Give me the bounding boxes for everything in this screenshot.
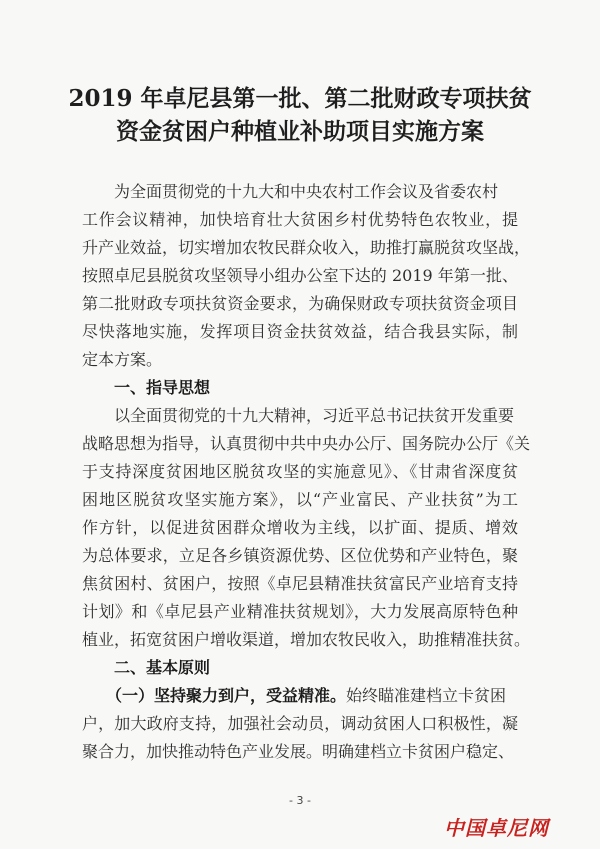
section1-line-5: 作方针，以促进贫困群众增收为主线，以扩面、提质、增效 — [82, 518, 518, 537]
section2-line-2: 户，加大政府支持，加强社会动员，调动贫困人口积极性，凝 — [82, 714, 518, 733]
intro-line-5: 第二批财政专项扶贫资金要求，为确保财政专项扶贫资金项目 — [82, 294, 518, 313]
intro-line-6: 尽快落地实施，发挥项目资金扶贫效益，结合我县实际，制 — [82, 322, 518, 341]
intro-line-2: 工作会议精神，加快培育壮大贫困乡村优势特色农牧业，提 — [82, 210, 518, 229]
intro-line-4: 按照卓尼县脱贫攻坚领导小组办公室下达的 2019 年第一批、 — [82, 266, 518, 285]
section1-line-8: 计划》和《卓尼县产业精准扶贫规划》，大力发展高原特色种 — [82, 602, 518, 621]
section2-line-3: 聚合力，加快推动特色产业发展。明确建档立卡贫困户稳定、 — [82, 742, 515, 761]
page-number: - 3 - — [289, 794, 311, 807]
sub1-heading: （一）坚持聚力到户，受益精准。 — [106, 686, 347, 705]
sub1-line-rest: 始终瞄准建档立卡贫困 — [346, 686, 507, 705]
section1-line-6: 为总体要求，立足各乡镇资源优势、区位优势和产业特色，聚 — [82, 546, 518, 565]
document-title-line-1: 2019 年卓尼县第一批、第二批财政专项扶贫 — [68, 85, 532, 112]
section1-line-7: 焦贫困村、贫困户，按照《卓尼县精准扶贫富民产业培育支持 — [82, 574, 518, 593]
section1-line-9: 植业，拓宽贫困户增收渠道，增加农牧民收入，助推精准扶贫。 — [82, 630, 531, 649]
site-watermark: 中国卓尼网 — [444, 816, 549, 840]
intro-line-3: 升产业效益，切实增加农牧民群众收入，助推打赢脱贫攻坚战， — [82, 238, 531, 257]
section1-line-1: 以全面贯彻党的十九大精神，习近平总书记扶贫开发重要 — [114, 406, 515, 425]
document-title-line-2: 资金贫困户种植业补助项目实施方案 — [116, 118, 484, 145]
section1-line-4: 困地区脱贫攻坚实施方案》，以“产业富民、产业扶贫”为工 — [82, 490, 518, 509]
section1-line-2: 战略思想为指导，认真贯彻中共中央办公厅、国务院办公厅《关 — [82, 434, 531, 453]
section-heading-basic-principles: 二、基本原则 — [114, 658, 211, 677]
section2-sub1-line — [106, 686, 506, 706]
section-heading-guiding-ideology: 一、指导思想 — [114, 378, 211, 397]
intro-line-7: 定本方案。 — [82, 350, 163, 369]
intro-line-1: 为全面贯彻党的十九大和中央农村工作会议及省委农村 — [114, 182, 499, 201]
section1-line-3: 于支持深度贫困地区脱贫攻坚的实施意见》、《甘肃省深度贫 — [82, 462, 518, 481]
